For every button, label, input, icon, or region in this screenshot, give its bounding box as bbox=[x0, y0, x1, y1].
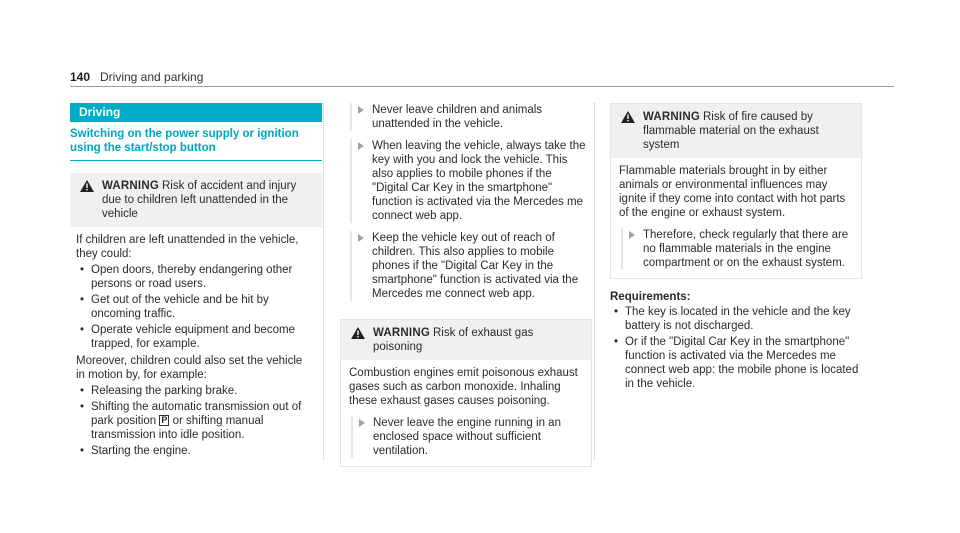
instruction-text: Keep the vehicle key out of reach of children. This also applies to mobile phones if the "Digital Car Key in the smartphone" function is activated via the Mercedes me connect web app. bbox=[372, 232, 579, 300]
warning-moreover: Moreover, children could also set the vehicle in motion by, for example: bbox=[76, 355, 303, 381]
requirements-title: Requirements: bbox=[610, 291, 691, 303]
warning-text: Combustion engines emit poisonous exhaust gases such as carbon monoxide. Inhaling these exhaust gases causes poisoning. bbox=[349, 367, 578, 407]
warning-triangle-icon bbox=[351, 327, 365, 339]
instruction-step bbox=[351, 416, 583, 458]
instruction-step bbox=[621, 228, 853, 270]
shift-text-post: or shifting manual transmission into idle position. bbox=[91, 415, 264, 441]
warning-header bbox=[611, 104, 861, 158]
warning-intro: If children are left unattended in the vehicle, they could: bbox=[76, 234, 299, 260]
warning-body bbox=[611, 158, 861, 278]
instruction-step bbox=[350, 231, 592, 301]
instruction-text: Therefore, check regularly that there are no flammable materials in the engine compartment or on the exhaust system. bbox=[643, 229, 849, 269]
warning-box-fire bbox=[610, 103, 862, 279]
warning-body bbox=[341, 360, 591, 466]
arrow-right-icon bbox=[629, 231, 635, 239]
list-item: • Starting the engine. bbox=[76, 444, 314, 458]
page-header bbox=[70, 66, 894, 87]
warning-headline: Risk of accident and injury due to children left unattended in the vehicle bbox=[102, 180, 297, 220]
instruction-text: Never leave children and animals unattended in the vehicle. bbox=[372, 104, 543, 130]
arrow-right-icon bbox=[358, 234, 364, 242]
park-position-symbol: P bbox=[161, 415, 168, 425]
warning-box-exhaust bbox=[340, 319, 592, 467]
column-2 bbox=[340, 103, 592, 467]
column-3 bbox=[610, 103, 862, 391]
instruction-step bbox=[350, 103, 592, 131]
instruction-text: When leaving the vehicle, always take the key with you and lock the vehicle. This also applies to mobile phones if the "Digital Car Key in the smartphone" function is activated via the Mercedes me connect web app. bbox=[372, 140, 586, 222]
warning-body bbox=[70, 227, 322, 466]
warning-triangle-icon bbox=[621, 111, 635, 123]
warning-triangle-icon bbox=[80, 180, 94, 192]
warning-headline: Risk of exhaust gas poisoning bbox=[373, 327, 534, 353]
page-section-title: Driving and parking bbox=[100, 70, 204, 84]
warning-label: WARNING bbox=[102, 180, 159, 192]
list-item: • Releasing the parking brake. bbox=[76, 384, 314, 398]
section-subtitle: Switching on the power supply or ignition using the start/stop button bbox=[70, 127, 322, 161]
warning-header bbox=[70, 173, 322, 227]
warning-headline: Risk of fire caused by flammable material on the exhaust system bbox=[643, 111, 819, 151]
list-item: • Open doors, thereby endangering other persons or road users. bbox=[76, 263, 314, 291]
warning-label: WARNING bbox=[643, 111, 700, 123]
column-divider bbox=[323, 103, 324, 460]
list-item: • Operate vehicle equipment and become trapped, for example. bbox=[76, 323, 314, 351]
list-item: • Or if the "Digital Car Key in the smartphone" function is activated via the Mercedes me connect web app: the mobile phone is located in the vehicle. bbox=[610, 335, 862, 391]
arrow-right-icon bbox=[359, 419, 365, 427]
column-divider bbox=[594, 103, 595, 460]
list-item: • Get out of the vehicle and be hit by oncoming traffic. bbox=[76, 293, 314, 321]
warning-box-children bbox=[70, 173, 322, 466]
section-title-bar: Driving bbox=[70, 103, 322, 122]
arrow-right-icon bbox=[358, 142, 364, 150]
arrow-right-icon bbox=[358, 106, 364, 114]
instruction-text: Never leave the engine running in an enclosed space without sufficient ventilation. bbox=[373, 417, 561, 457]
warning-text: Flammable materials brought in by either animals or environmental influences may ignite if they come into contact with hot parts of the engine or exhaust system. bbox=[619, 165, 846, 219]
list-item-shift bbox=[76, 400, 314, 442]
list-item: • The key is located in the vehicle and the key battery is not discharged. bbox=[610, 305, 862, 333]
page-number: 140 bbox=[70, 70, 91, 84]
warning-label: WARNING bbox=[373, 327, 430, 339]
warning-header bbox=[341, 320, 591, 360]
instruction-step bbox=[350, 139, 592, 223]
shift-text-pre: Shifting the automatic transmission out of park position bbox=[91, 401, 302, 427]
column-1 bbox=[70, 103, 322, 466]
